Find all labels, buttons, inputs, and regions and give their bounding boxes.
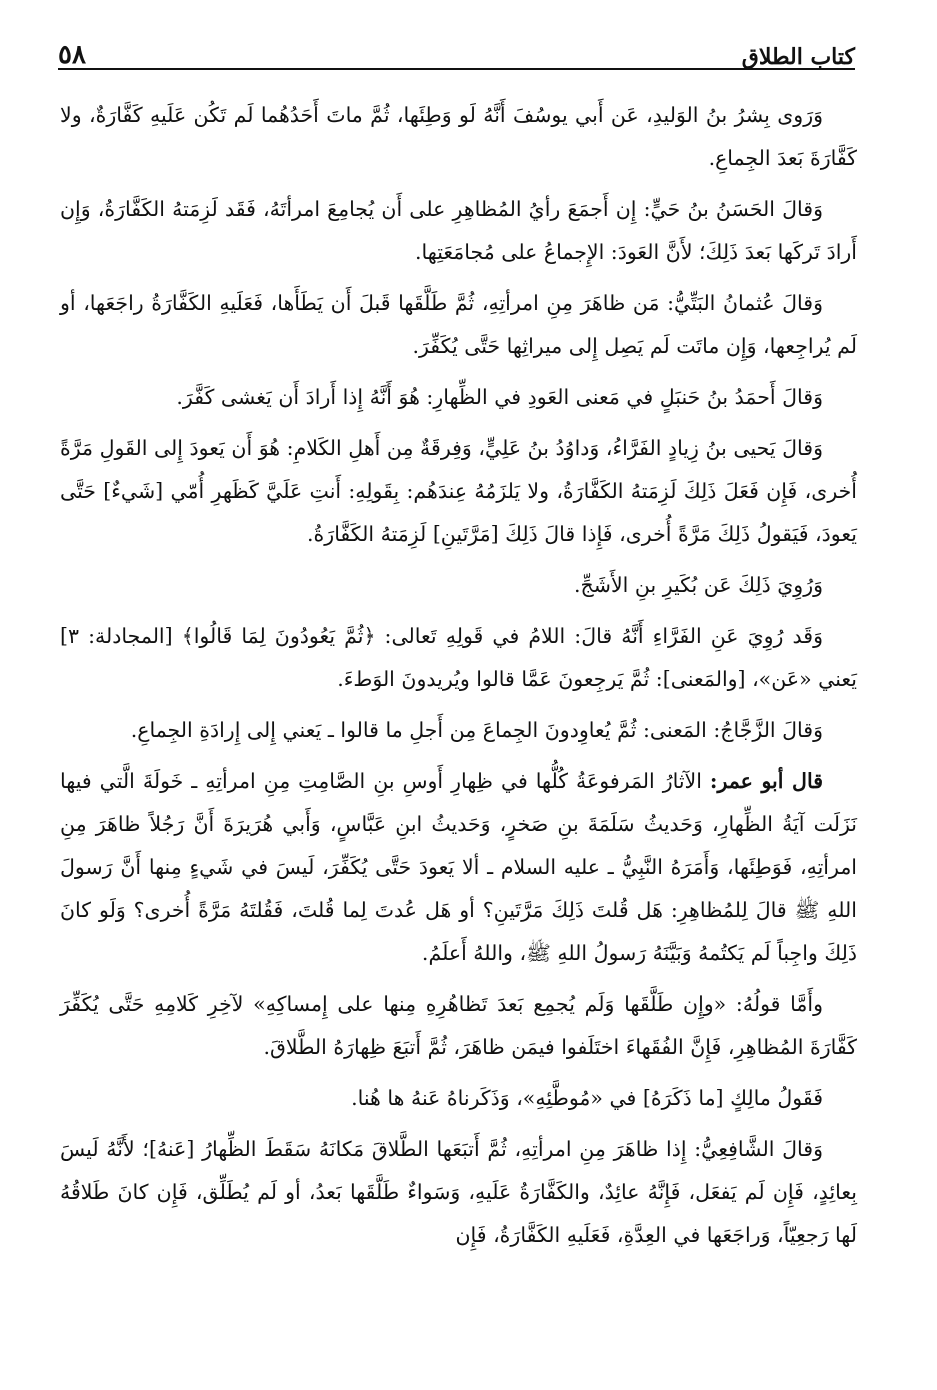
paragraph-text: فَقَولُ مالِكٍ [ما ذَكَرَهُ] في «مُوطَّئِهِ»، وَذَكَرناهُ عَنهُ ها هُنا.	[351, 1086, 823, 1110]
paragraph-text: وَرُوِيَ ذَلِكَ عَن بُكَيرِ بنِ الأَشَجِّ.	[574, 573, 823, 597]
paragraph-text: وَقالَ عُثمانُ البَتِّيُّ: مَن ظاهَرَ مِنِ امرأتِهِ، ثُمَّ طَلَّقَها قَبلَ أَن يَطَأَها، فَعَلَيهِ الكَفَّارَةُ راجَعَها، أو لَم يُراجِعها، وَإِن ماتَت لَم يَصِل إِلى ميراثِها حَتَّى يُكَفِّرَ.	[60, 291, 857, 358]
paragraph	[60, 94, 857, 180]
body-text	[60, 94, 857, 1265]
paragraph	[60, 427, 857, 556]
paragraph	[60, 188, 857, 274]
paragraph	[60, 760, 857, 975]
paragraph	[60, 376, 857, 419]
paragraph-text: وَقَد رُوِيَ عَنِ الفَرَّاءِ أَنَّهُ قالَ: اللامُ في قَولِهِ تَعالى: ﴿ثُمَّ يَعُودُونَ لِمَا قَالُوا﴾ [المجادلة: ٣] يَعني «عَن»، [والمَعنى]: ثُمَّ يَرجِعونَ عَمَّا قالوا ويُريدونَ الوَطءَ.	[60, 624, 857, 691]
paragraph	[60, 983, 857, 1069]
paragraph-text: وَقالَ الزَّجَّاجُ: المَعنى: ثُمَّ يُعاوِدونَ الجِماعَ مِن أَجلِ ما قالوا ـ يَعني إِلى إِرادَةِ الجِماعِ.	[130, 718, 823, 742]
paragraph	[60, 282, 857, 368]
paragraph-text: وَقالَ الحَسَنُ بنُ حَيٍّ: إِن أَجمَعَ رأيُ المُظاهِرِ على أَن يُجامِعَ امرأتَهُ، فَقَد لَزِمَتهُ الكَفَّارَةُ، وَإِن أَرادَ تَركَها بَعدَ ذَلِكَ؛ لأَنَّ العَودَ: الإِجماعُ على مُجامَعَتِها.	[60, 197, 857, 264]
paragraph-text: الآثارُ المَرفوعَةُ كُلُّها في ظِهارِ أَوسِ بنِ الصَّامِتِ مِنِ امرأتِهِ ـ خَولَةَ الَّتي فيها نَزَلَت آيَةُ الظِّهارِ، وَحَديثُ سَلَمَةَ بنِ صَخرٍ، وَحَديثُ ابنِ عَبَّاسٍ، وَأَبي هُرَيرَةَ أَنَّ رَجُلاً ظاهَرَ مِنِ امرأتِهِ، فَوَطِئَها، وَأَمَرَهُ النَّبِيُّ ـ عليه السلام ـ ألا يَعودَ حَتَّى يُكَفِّرَ، لَيسَ في شَيءٍ مِنها أَنَّ رَسولَ اللهِ ﷺ قالَ لِلمُظاهِرِ: هَل قُلتَ ذَلِكَ مَرَّتَينِ؟ أو هَل عُدتَ لِما قُلتَ، فَقُلتَهُ مَرَّةً أُخرى؟ وَلَو كانَ ذَلِكَ واجِباً لَم يَكتُمهُ وَبَيَّنَهُ رَسولُ اللهِ ﷺ، واللهُ أَعلَمُ.	[60, 769, 857, 965]
speaker-label: قال أبو عمر:	[709, 769, 823, 793]
paragraph	[60, 564, 857, 607]
paragraph-text: وَقالَ أَحمَدُ بنُ حَنبَلٍ في مَعنى العَودِ في الظِّهارِ: هُوَ أَنَّهُ إِذا أَرادَ أَن يَغشى كَفَّرَ.	[176, 385, 823, 409]
paragraph-text: وَقالَ الشَّافِعِيُّ: إِذا ظاهَرَ مِنِ امرأتِهِ، ثُمَّ أَتبَعَها الطَّلاقَ مَكانَهُ سَقَطَ الظِّهارُ [عَنهُ]؛ لأَنَّهُ لَيسَ بِعائِدٍ، فَإِن لَم يَفعَل، فَإِنَّهُ عائِدٌ، والكَفَّارَةُ عَلَيهِ، وَسَواءٌ طَلَّقَها بَعدُ، أو لَم يُطَلِّق، فَإِن كانَ طَلاقُهُ لَها رَجعِيّاً، وَراجَعَها في العِدَّةِ، فَعَلَيهِ الكَفَّارَةُ، فَإِن	[60, 1137, 857, 1247]
paragraph-text: وَقالَ يَحيى بنُ زِيادٍ الفَرَّاءُ، وَداوُدُ بنُ عَلِيٍّ، وَفِرقَةٌ مِن أَهلِ الكَلامِ: هُوَ أَن يَعودَ إِلى القَولِ مَرَّةً أُخرى، فَإِن فَعَلَ ذَلِكَ لَزِمَتهُ الكَفَّارَةُ، ولا يَلزَمُهُ عِندَهُم: بِقَولِهِ: أَنتِ عَلَيَّ كَظَهرِ أُمّي [شَيءٌ] حَتَّى يَعودَ، فَيَقولُ ذَلِكَ مَرَّةً أُخرى، فَإِذا قالَ ذَلِكَ [مَرَّتَينِ] لَزِمَتهُ الكَفَّارَةُ.	[60, 436, 857, 546]
paragraph-text: وأَمَّا قولُهُ: «وإِن طَلَّقَها وَلَم يُجمِع بَعدَ تَظاهُرِهِ مِنها على إِمساكِهِ» لآخِرِ كَلامِهِ حَتَّى يُكَفِّرَ كَفَّارَةَ المُظاهِرِ، فَإِنَّ الفُقَهاءَ اختَلَفوا فيمَن ظاهَرَ، ثُمَّ أَتبَعَ ظِهارَهُ الطَّلاقَ.	[60, 992, 857, 1059]
page-number: ٥٨	[58, 40, 86, 70]
paragraph	[60, 615, 857, 701]
paragraph	[60, 709, 857, 752]
paragraph	[60, 1128, 857, 1257]
page-header	[58, 28, 855, 68]
paragraph-text: وَرَوى بِشرُ بنُ الوَليدِ، عَن أَبي يوسُفَ أَنَّهُ لَو وَطِئَها، ثُمَّ ماتَ أَحَدُهُما لَم تَكُن عَلَيهِ كَفَّارَةٌ، ولا كَفَّارَةَ بَعدَ الجِماعِ.	[60, 103, 857, 170]
paragraph	[60, 1077, 857, 1120]
header-rule	[58, 68, 855, 70]
book-title: كتاب الطلاق	[741, 44, 855, 70]
